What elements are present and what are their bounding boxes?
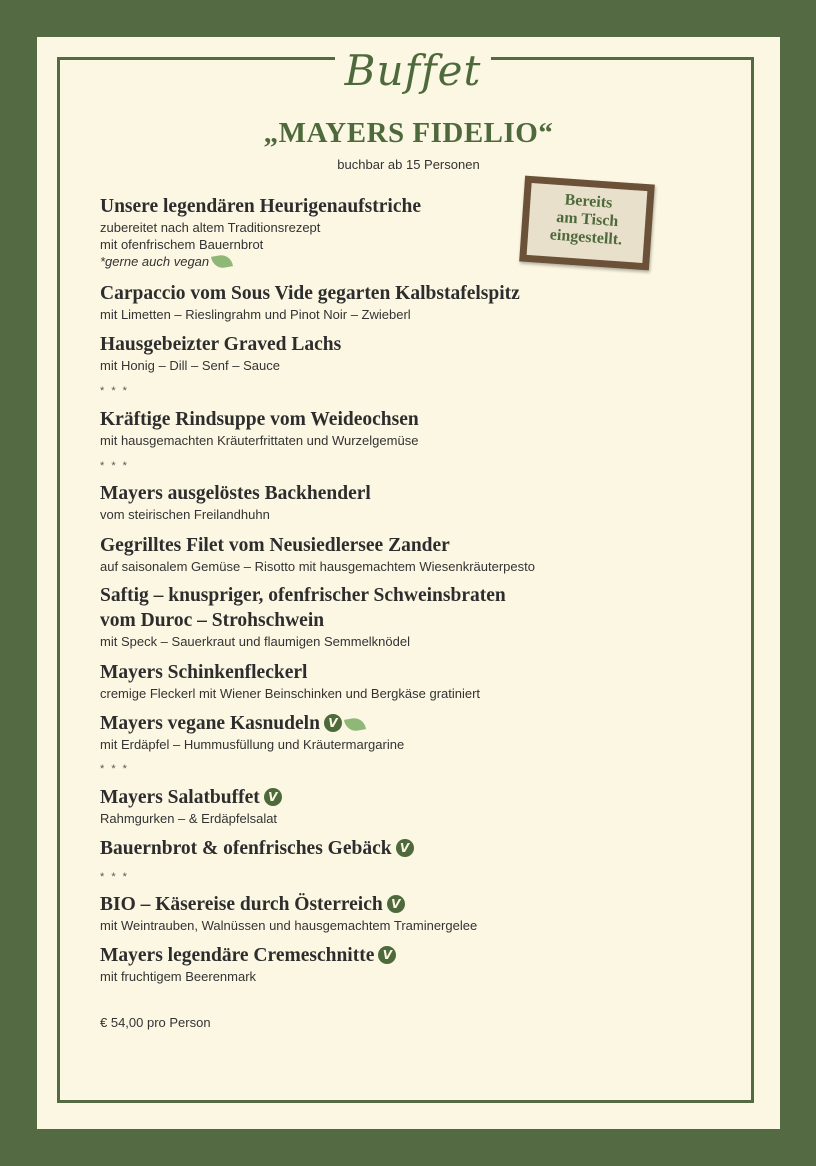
menu-item — [100, 943, 396, 985]
menu-item — [100, 481, 371, 523]
menu-title: „MAYERS FIDELIO“ — [263, 117, 554, 149]
menu-item-title: Mayers Schinkenfleckerl — [100, 662, 308, 683]
buffet-heading-tab — [335, 43, 491, 99]
menu-item-title: BIO – Käsereise durch Österreich — [100, 894, 383, 915]
menu-item-title: Mayers Salatbuffet — [100, 787, 260, 808]
menu-item-title: Gegrilltes Filet vom Neusiedlersee Zander — [100, 535, 450, 556]
menu-item-desc: mit hausgemachten Kräuterfrittaten und Wurzelgemüse — [100, 433, 419, 448]
menu-subtitle: buchbar ab 15 Personen — [337, 157, 480, 172]
menu-item-desc: mit Erdäpfel – Hummusfüllung und Kräutermargarine — [100, 737, 405, 752]
menu-item-title: Kräftige Rindsuppe vom Weideochsen — [100, 409, 419, 430]
vegetarian-v-icon: V — [378, 946, 396, 964]
menu-item-title: Carpaccio vom Sous Vide gegarten Kalbstafelspitz — [100, 283, 520, 304]
menu-item-desc: cremige Fleckerl mit Wiener Beinschinken und Bergkäse gratiniert — [100, 686, 481, 701]
menu-item-title: Mayers vegane Kasnudeln — [100, 713, 320, 734]
menu-item — [100, 332, 341, 374]
menu-item — [100, 892, 477, 934]
menu-page — [37, 37, 780, 1129]
vegetarian-v-icon: V — [396, 839, 414, 857]
menu-item — [100, 194, 421, 271]
menu-item — [100, 660, 480, 702]
separator: * * * — [100, 871, 129, 883]
menu-item-title-line2: vom Duroc – Strohschwein — [100, 610, 325, 631]
menu-item-desc: mit Honig – Dill – Senf – Sauce — [100, 358, 280, 373]
menu-item-title: Bauernbrot & ofenfrisches Gebäck — [100, 838, 392, 859]
menu-item-note: *gerne auch vegan — [100, 254, 210, 269]
menu-item-title: Mayers legendäre Cremeschnitte — [100, 945, 375, 966]
vegetarian-v-icon: V — [264, 788, 282, 806]
separator: * * * — [100, 460, 129, 472]
menu-item-desc: vom steirischen Freilandhuhn — [100, 507, 270, 522]
menu-item — [100, 533, 535, 575]
menu-item-title: Hausgebeizter Graved Lachs — [100, 334, 342, 355]
menu-item-desc: mit Speck – Sauerkraut und flaumigen Semmelknödel — [100, 634, 410, 649]
menu-item-desc: mit ofenfrischem Bauernbrot — [100, 237, 264, 252]
price-per-person: € 54,00 pro Person — [100, 1015, 211, 1030]
menu-item — [100, 711, 404, 753]
menu-item-desc: zubereitet nach altem Traditionsrezept — [100, 220, 321, 235]
menu-item-desc: mit Weintrauben, Walnüssen und hausgemachtem Traminergelee — [100, 918, 478, 933]
menu-item — [100, 583, 506, 650]
menu-item — [100, 836, 414, 861]
vegan-leaf-icon — [344, 716, 366, 732]
sign-line-2: am Tisch — [555, 208, 619, 231]
menu-item-title: Saftig – knuspriger, ofenfrischer Schweinsbraten — [100, 585, 506, 606]
separator: * * * — [100, 763, 129, 775]
menu-item — [100, 281, 520, 323]
table-sign — [519, 176, 655, 271]
menu-item — [100, 785, 282, 827]
vegetarian-v-icon: V — [324, 714, 342, 732]
menu-item-title: Unsere legendären Heurigenaufstriche — [100, 196, 421, 217]
menu-item-desc: mit fruchtigem Beerenmark — [100, 969, 257, 984]
sign-line-3: eingestellt. — [549, 226, 623, 249]
menu-item-desc: Rahmgurken – & Erdäpfelsalat — [100, 811, 278, 826]
vegetarian-v-icon: V — [387, 895, 405, 913]
menu-item-desc: auf saisonalem Gemüse – Risotto mit hausgemachtem Wiesenkräuterpesto — [100, 559, 535, 574]
menu-item — [100, 407, 419, 449]
separator: * * * — [100, 385, 129, 397]
menu-item-title: Mayers ausgelöstes Backhenderl — [100, 483, 371, 504]
vegan-leaf-icon — [211, 254, 233, 270]
menu-item-desc: mit Limetten – Rieslingrahm und Pinot Noir – Zwieberl — [100, 307, 411, 322]
sign-line-1: Bereits — [564, 191, 613, 212]
buffet-heading: Buffet — [344, 46, 482, 95]
